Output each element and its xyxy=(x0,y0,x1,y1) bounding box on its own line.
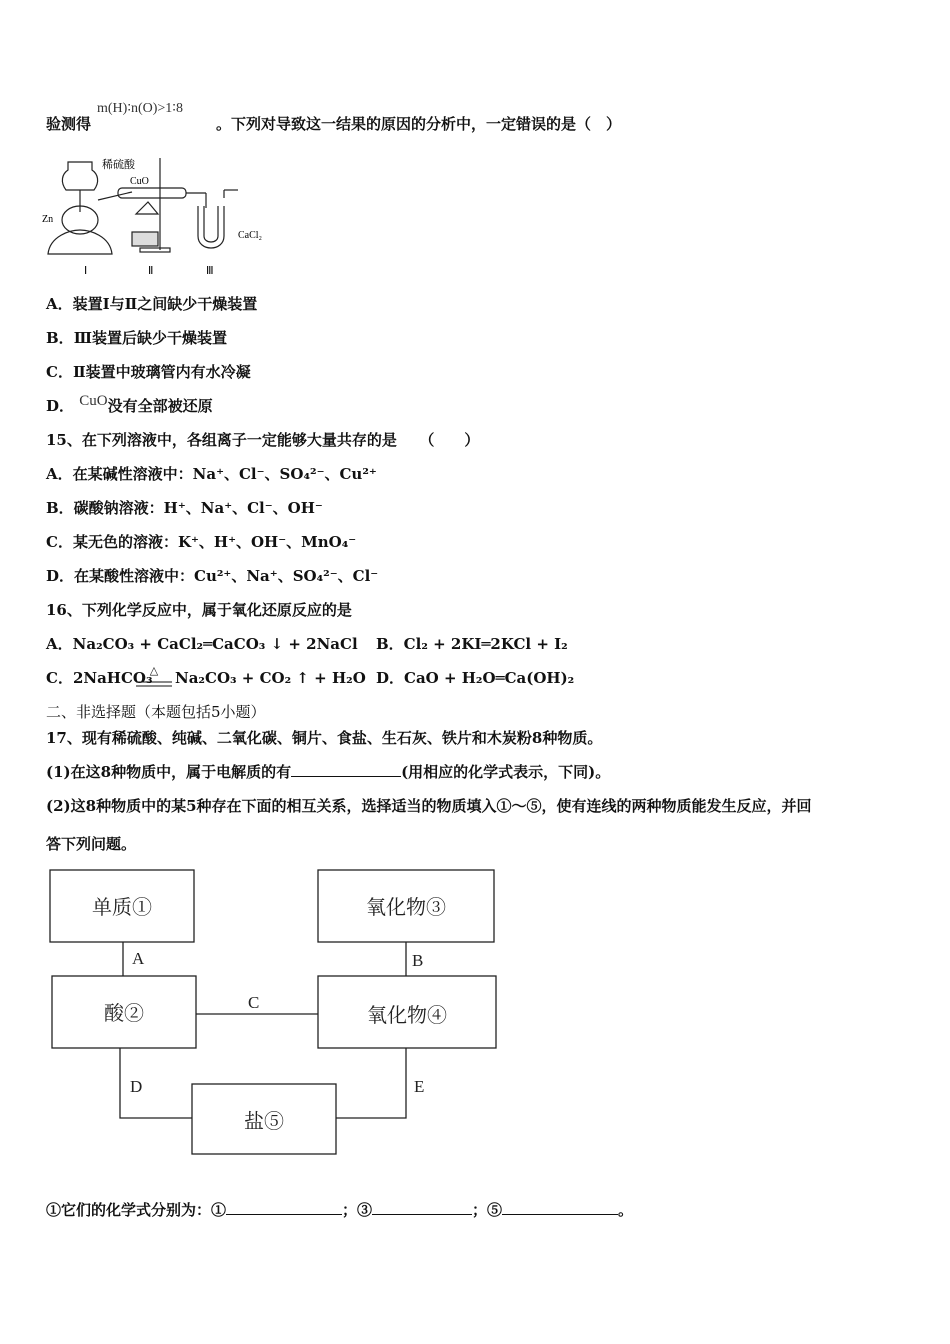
answer-blank-5[interactable] xyxy=(502,1200,618,1215)
q17-part2-line2: 答下列问题。 xyxy=(46,835,137,853)
answer-blank-3[interactable] xyxy=(372,1200,472,1215)
box-oxide-4: 氧化物④ xyxy=(367,1005,447,1027)
cacl2-label: CaCl₂ xyxy=(238,230,263,241)
answer-blank-electrolytes[interactable] xyxy=(291,762,401,777)
q14-stem-suffix: 。下列对导致这一结果的原因的分析中，一定错误的是（ ） xyxy=(216,115,622,133)
answer-blank-1[interactable] xyxy=(226,1200,342,1215)
zn-label: Zn xyxy=(42,214,54,225)
relationship-diagram xyxy=(40,862,510,1162)
q17-part2-line1: (2)这8种物质中的某5种存在下面的相互关系，选择适当的物质填入①～⑤，使有连线的两种物质能发生反应，并回 xyxy=(46,797,812,815)
roman-label-2: Ⅱ xyxy=(148,265,154,277)
q17-answer-line: ①它们的化学式分别为：① ；③ ；⑤ 。 xyxy=(46,1201,634,1219)
q14-option-b: B．Ⅲ装置后缺少干燥装置 xyxy=(46,329,227,347)
roman-label-1: Ⅰ xyxy=(84,265,88,277)
q15-stem: 15、在下列溶液中，各组离子一定能够大量共存的是 （ ） xyxy=(46,431,480,449)
q16-option-c-left: C．2NaHCO₃ xyxy=(46,669,153,687)
section-title: 二、非选择题（本题包括5小题） xyxy=(46,703,266,721)
heat-condition: △ xyxy=(149,664,159,677)
q16-option-a: A．Na₂CO₃ + CaCl₂═CaCO₃ ↓ + 2NaCl xyxy=(46,635,358,653)
q15-option-c: C．某无色的溶液：K⁺、H⁺、OH⁻、MnO₄⁻ xyxy=(46,533,357,551)
link-label-c: C xyxy=(248,993,260,1012)
link-label-a: A xyxy=(132,949,145,968)
q14-option-d: D． CuO没有全部被还原 xyxy=(46,393,213,415)
q14-stem-prefix: 验测得 xyxy=(46,115,92,133)
q14-ratio-formula: m(H)∶n(O)>1∶8 xyxy=(97,101,183,116)
q17-part1: (1)在这8种物质中，属于电解质的有 (用相应的化学式表示，下同)。 xyxy=(46,763,611,781)
q15-option-b: B．碳酸钠溶液：H⁺、Na⁺、Cl⁻、OH⁻ xyxy=(46,499,323,517)
q15-option-a: A．在某碱性溶液中：Na⁺、Cl⁻、SO₄²⁻、Cu²⁺ xyxy=(46,465,377,483)
q16-stem: 16、下列化学反应中，属于氧化还原反应的是 xyxy=(46,601,352,619)
box-oxide-3: 氧化物③ xyxy=(366,897,446,919)
box-elemental-substance: 单质① xyxy=(92,897,152,919)
q14-option-a: A．装置Ⅰ与Ⅱ之间缺少干燥装置 xyxy=(46,295,258,313)
box-salt: 盐⑤ xyxy=(244,1111,284,1133)
link-label-b: B xyxy=(412,951,424,970)
q14-option-c: C．Ⅱ装置中玻璃管内有水冷凝 xyxy=(46,363,251,381)
q16-option-d: D．CaO + H₂O═Ca(OH)₂ xyxy=(376,669,575,687)
link-label-e: E xyxy=(414,1077,425,1096)
q17-stem: 17、现有稀硫酸、纯碱、二氧化碳、铜片、食盐、生石灰、铁片和木炭粉8种物质。 xyxy=(46,729,603,747)
cuo-formula: CuO xyxy=(79,393,108,409)
link-label-d: D xyxy=(130,1077,143,1096)
roman-label-3: Ⅲ xyxy=(206,265,214,277)
q16-option-c-right: Na₂CO₃ + CO₂ ↑ + H₂O xyxy=(175,669,366,687)
cuo-label: CuO xyxy=(130,176,149,187)
equals-sign xyxy=(136,680,172,688)
q15-option-d: D．在某酸性溶液中：Cu²⁺、Na⁺、SO₄²⁻、Cl⁻ xyxy=(46,567,379,585)
acid-label: 稀硫酸 xyxy=(102,159,135,171)
box-acid: 酸② xyxy=(104,1003,144,1025)
lab-apparatus-figure xyxy=(40,150,280,280)
q16-option-b: B．Cl₂ + 2KI═2KCl + I₂ xyxy=(376,635,568,653)
